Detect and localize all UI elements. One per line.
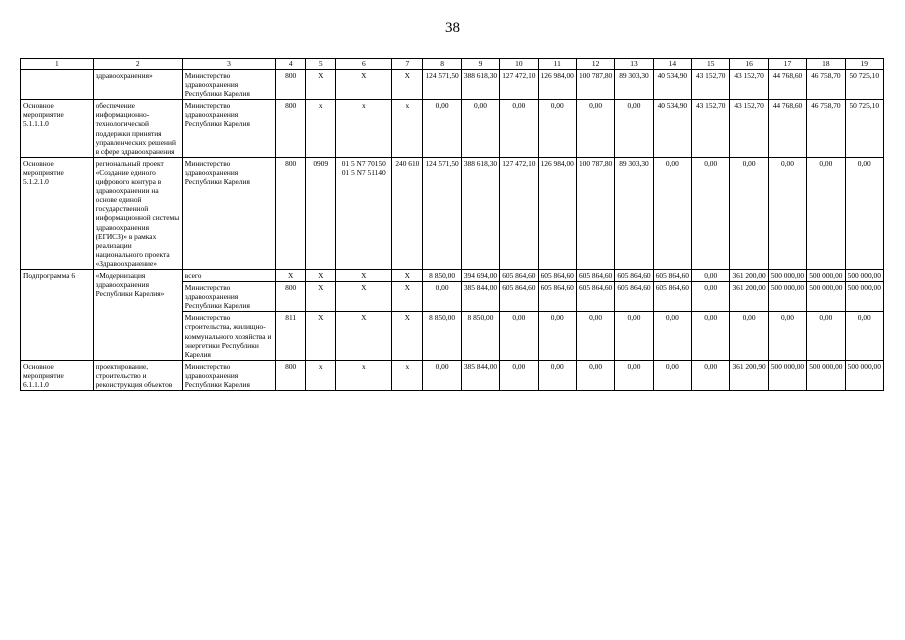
rzpr-cell: X (306, 269, 336, 281)
csr-cell: X (336, 269, 392, 281)
value-cell: 126 984,00 (538, 157, 576, 269)
column-header: 5 (306, 59, 336, 70)
value-cell: 500 000,00 (845, 282, 883, 312)
value-cell: 605 864,60 (615, 269, 653, 281)
value-cell: 43 152,70 (730, 100, 768, 158)
value-cell: 40 534,90 (653, 100, 691, 158)
csr-cell: X (336, 70, 392, 100)
value-cell: 605 864,60 (653, 269, 691, 281)
value-cell: 0,00 (423, 282, 461, 312)
column-header: 11 (538, 59, 576, 70)
value-cell: 0,00 (692, 157, 730, 269)
column-header: 8 (423, 59, 461, 70)
executor-cell: Министерство здравоохранения Республики Карелия (182, 70, 275, 100)
executor-cell: Министерство строительства, жилищно-коммунального хозяйства и энергетики Республики Карелия (182, 312, 275, 360)
value-cell: 500 000,00 (807, 269, 845, 281)
value-cell: 0,00 (653, 360, 691, 390)
value-cell: 605 864,60 (653, 282, 691, 312)
value-cell: 8 850,00 (423, 312, 461, 360)
value-cell: 89 303,30 (615, 157, 653, 269)
value-cell: 40 534,90 (653, 70, 691, 100)
name-cell: региональный проект «Создание единого цифрового контура в здравоохранении на основе единой государственной информационной системы здравоохранения (ЕГИСЗ)» в рамках реализации национального проекта «Здравоохранение» (93, 157, 182, 269)
value-cell: 89 303,30 (615, 70, 653, 100)
name-cell: обеспечение информационно-технологической поддержки принятия управленческих решений в сфере здравоохранения (93, 100, 182, 158)
value-cell: 0,00 (615, 312, 653, 360)
value-cell: 0,00 (538, 100, 576, 158)
grbs-cell: 800 (276, 282, 306, 312)
value-cell: 46 758,70 (807, 70, 845, 100)
csr-cell: X (336, 282, 392, 312)
value-cell: 361 200,00 (730, 269, 768, 281)
value-cell: 0,00 (538, 360, 576, 390)
column-header: 14 (653, 59, 691, 70)
value-cell: 605 864,60 (538, 282, 576, 312)
value-cell: 0,00 (692, 360, 730, 390)
rzpr-cell: X (306, 282, 336, 312)
executor-cell: Министерство здравоохранения Республики Карелия (182, 360, 275, 390)
value-cell: 0,00 (576, 360, 614, 390)
value-cell: 0,00 (807, 157, 845, 269)
value-cell: 388 618,30 (461, 157, 499, 269)
value-cell: 126 984,00 (538, 70, 576, 100)
value-cell: 0,00 (653, 157, 691, 269)
value-cell: 124 571,50 (423, 70, 461, 100)
grbs-cell: 800 (276, 70, 306, 100)
table-row (21, 157, 884, 269)
rzpr-cell: X (306, 70, 336, 100)
value-cell: 0,00 (768, 312, 806, 360)
executor-cell: Министерство здравоохранения Республики Карелия (182, 157, 275, 269)
value-cell: 44 768,60 (768, 70, 806, 100)
value-cell: 605 864,60 (538, 269, 576, 281)
value-cell: 8 850,00 (461, 312, 499, 360)
value-cell: 500 000,00 (807, 282, 845, 312)
value-cell: 0,00 (423, 100, 461, 158)
value-cell: 605 864,60 (500, 269, 538, 281)
column-header: 2 (93, 59, 182, 70)
name-cell: проектирование, строительство и реконструкция объектов (93, 360, 182, 390)
value-cell: 0,00 (807, 312, 845, 360)
vr-cell: X (392, 282, 423, 312)
column-header: 9 (461, 59, 499, 70)
value-cell: 46 758,70 (807, 100, 845, 158)
value-cell: 8 850,00 (423, 269, 461, 281)
column-header: 12 (576, 59, 614, 70)
column-header: 4 (276, 59, 306, 70)
status-cell: Основное мероприятие 5.1.2.1.0 (21, 157, 94, 269)
grbs-cell: 800 (276, 157, 306, 269)
value-cell: 124 571,50 (423, 157, 461, 269)
executor-cell: Министерство здравоохранения Республики Карелия (182, 100, 275, 158)
grbs-cell: 811 (276, 312, 306, 360)
value-cell: 0,00 (576, 100, 614, 158)
name-cell: здравоохранения» (93, 70, 182, 100)
value-cell: 0,00 (500, 100, 538, 158)
header-row (21, 59, 884, 70)
vr-cell: X (392, 70, 423, 100)
status-cell (21, 70, 94, 100)
value-cell: 500 000,00 (845, 360, 883, 390)
value-cell: 0,00 (615, 100, 653, 158)
csr-cell: x (336, 100, 392, 158)
value-cell: 385 844,00 (461, 282, 499, 312)
csr-cell: x (336, 360, 392, 390)
column-header: 19 (845, 59, 883, 70)
value-cell: 100 787,80 (576, 70, 614, 100)
vr-cell: x (392, 360, 423, 390)
column-header: 6 (336, 59, 392, 70)
value-cell: 605 864,60 (576, 269, 614, 281)
value-cell: 394 694,00 (461, 269, 499, 281)
value-cell: 0,00 (692, 269, 730, 281)
grbs-cell: X (276, 269, 306, 281)
value-cell: 43 152,70 (692, 70, 730, 100)
value-cell: 500 000,00 (845, 269, 883, 281)
column-header: 18 (807, 59, 845, 70)
vr-cell: 240 610 (392, 157, 423, 269)
value-cell: 605 864,60 (576, 282, 614, 312)
status-cell: Основное мероприятие 5.1.1.1.0 (21, 100, 94, 158)
value-cell: 0,00 (692, 312, 730, 360)
value-cell: 43 152,70 (730, 70, 768, 100)
table-row (21, 100, 884, 158)
column-header: 15 (692, 59, 730, 70)
value-cell: 0,00 (730, 157, 768, 269)
column-header: 3 (182, 59, 275, 70)
value-cell: 0,00 (730, 312, 768, 360)
value-cell: 500 000,00 (768, 360, 806, 390)
value-cell: 0,00 (461, 100, 499, 158)
value-cell: 127 472,10 (500, 157, 538, 269)
value-cell: 0,00 (653, 312, 691, 360)
value-cell: 100 787,80 (576, 157, 614, 269)
value-cell: 0,00 (845, 157, 883, 269)
value-cell: 0,00 (615, 360, 653, 390)
value-cell: 361 200,90 (730, 360, 768, 390)
value-cell: 385 844,00 (461, 360, 499, 390)
grbs-cell: 800 (276, 360, 306, 390)
csr-cell: X (336, 312, 392, 360)
rzpr-cell: x (306, 100, 336, 158)
table-row (21, 269, 884, 281)
vr-cell: X (392, 312, 423, 360)
column-header: 10 (500, 59, 538, 70)
value-cell: 127 472,10 (500, 70, 538, 100)
value-cell: 43 152,70 (692, 100, 730, 158)
value-cell: 0,00 (500, 312, 538, 360)
rzpr-cell: x (306, 360, 336, 390)
table-row (21, 360, 884, 390)
value-cell: 605 864,60 (500, 282, 538, 312)
value-cell: 388 618,30 (461, 70, 499, 100)
column-header: 17 (768, 59, 806, 70)
executor-cell: всего (182, 269, 275, 281)
value-cell: 0,00 (768, 157, 806, 269)
budget-table (20, 58, 884, 391)
value-cell: 605 864,60 (615, 282, 653, 312)
value-cell: 0,00 (500, 360, 538, 390)
value-cell: 500 000,00 (768, 282, 806, 312)
value-cell: 50 725,10 (845, 70, 883, 100)
value-cell: 500 000,00 (768, 269, 806, 281)
value-cell: 50 725,10 (845, 100, 883, 158)
column-header: 16 (730, 59, 768, 70)
csr-cell: 01 5 N7 70150 01 5 N7 51140 (336, 157, 392, 269)
status-cell: Подпрограмма 6 (21, 269, 94, 360)
value-cell: 0,00 (845, 312, 883, 360)
name-cell: «Модернизация здравоохранения Республики Карелия» (93, 269, 182, 360)
status-cell: Основное мероприятие 6.1.1.1.0 (21, 360, 94, 390)
column-header: 13 (615, 59, 653, 70)
executor-cell: Министерство здравоохранения Республики Карелия (182, 282, 275, 312)
rzpr-cell: 0909 (306, 157, 336, 269)
page-number: 38 (445, 20, 460, 36)
value-cell: 0,00 (538, 312, 576, 360)
value-cell: 0,00 (576, 312, 614, 360)
value-cell: 500 000,00 (807, 360, 845, 390)
value-cell: 0,00 (692, 282, 730, 312)
value-cell: 0,00 (423, 360, 461, 390)
column-header: 1 (21, 59, 94, 70)
vr-cell: x (392, 100, 423, 158)
value-cell: 44 768,60 (768, 100, 806, 158)
value-cell: 361 200,00 (730, 282, 768, 312)
column-header: 7 (392, 59, 423, 70)
rzpr-cell: X (306, 312, 336, 360)
vr-cell: X (392, 269, 423, 281)
table-row (21, 70, 884, 100)
grbs-cell: 800 (276, 100, 306, 158)
